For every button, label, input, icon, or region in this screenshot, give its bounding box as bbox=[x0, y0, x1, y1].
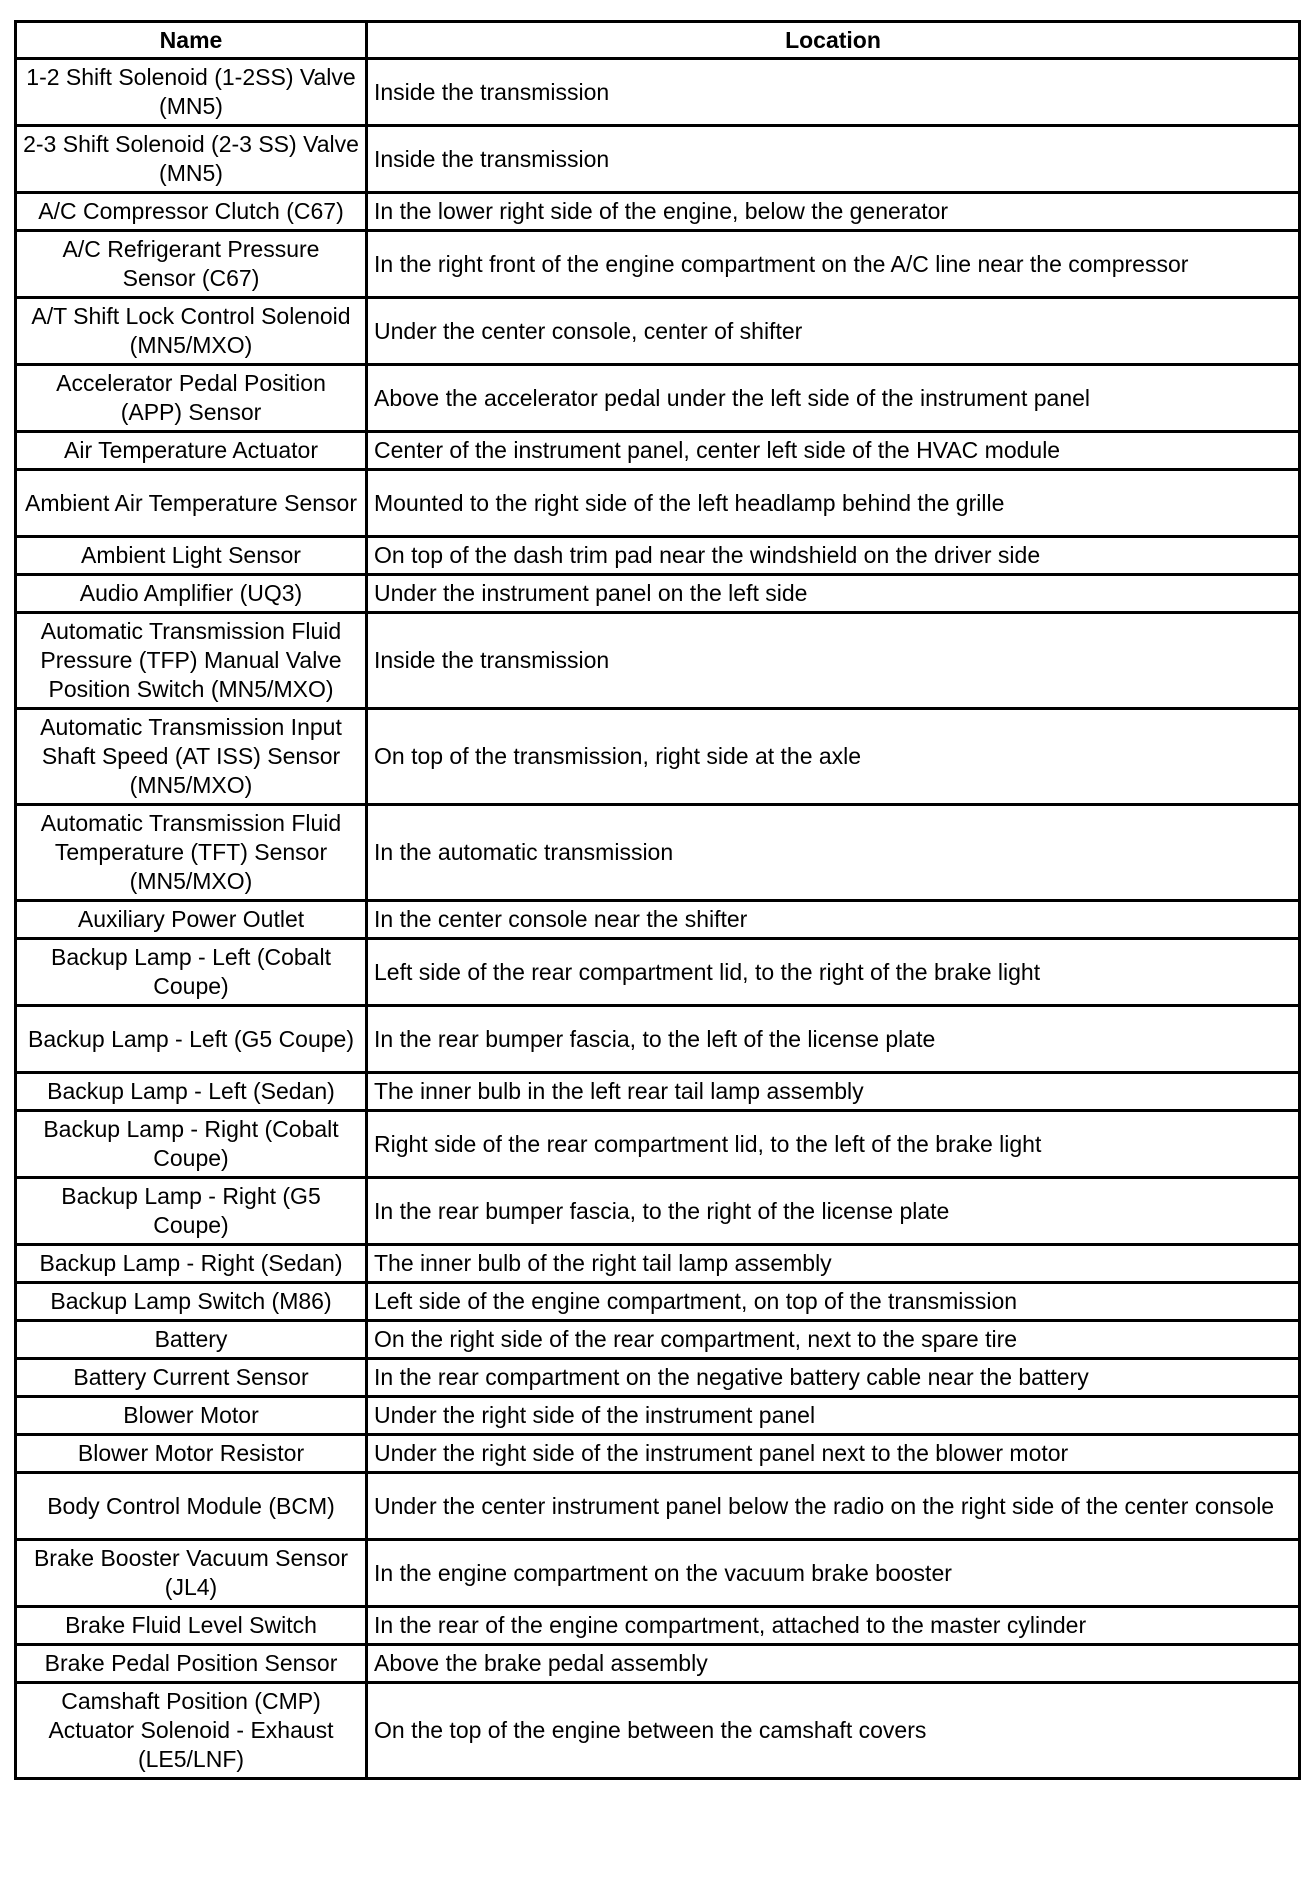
component-name-cell: Backup Lamp - Left (Sedan) bbox=[16, 1073, 367, 1111]
component-name-cell: Battery bbox=[16, 1321, 367, 1359]
component-location-cell: Under the center console, center of shifter bbox=[367, 298, 1300, 365]
table-row bbox=[16, 1359, 1300, 1397]
component-location-cell: In the rear bumper fascia, to the left of the license plate bbox=[367, 1006, 1300, 1073]
component-location-cell: In the right front of the engine compartment on the A/C line near the compressor bbox=[367, 231, 1300, 298]
component-name-cell: A/T Shift Lock Control Solenoid (MN5/MXO) bbox=[16, 298, 367, 365]
component-location-cell: Right side of the rear compartment lid, to the left of the brake light bbox=[367, 1111, 1300, 1178]
table-row bbox=[16, 298, 1300, 365]
table-row bbox=[16, 575, 1300, 613]
table-row bbox=[16, 901, 1300, 939]
component-name-cell: 2-3 Shift Solenoid (2-3 SS) Valve (MN5) bbox=[16, 126, 367, 193]
component-name-cell: Auxiliary Power Outlet bbox=[16, 901, 367, 939]
component-name-cell: Blower Motor Resistor bbox=[16, 1435, 367, 1473]
table-row bbox=[16, 1645, 1300, 1683]
table-row bbox=[16, 59, 1300, 126]
component-name-cell: Automatic Transmission Fluid Pressure (TFP) Manual Valve Position Switch (MN5/MXO) bbox=[16, 613, 367, 709]
table-row bbox=[16, 470, 1300, 537]
table-header-row bbox=[16, 22, 1300, 59]
table-row bbox=[16, 1006, 1300, 1073]
table-row bbox=[16, 231, 1300, 298]
component-name-cell: Backup Lamp Switch (M86) bbox=[16, 1283, 367, 1321]
column-header-location: Location bbox=[367, 22, 1300, 59]
component-name-cell: Backup Lamp - Right (Sedan) bbox=[16, 1245, 367, 1283]
table-row bbox=[16, 1321, 1300, 1359]
component-name-cell: Automatic Transmission Fluid Temperature (TFT) Sensor (MN5/MXO) bbox=[16, 805, 367, 901]
component-location-cell: In the rear compartment on the negative battery cable near the battery bbox=[367, 1359, 1300, 1397]
component-location-cell: In the lower right side of the engine, below the generator bbox=[367, 193, 1300, 231]
table-row bbox=[16, 1245, 1300, 1283]
table-body bbox=[16, 59, 1300, 1779]
component-location-cell: Under the instrument panel on the left side bbox=[367, 575, 1300, 613]
component-location-cell: Above the accelerator pedal under the left side of the instrument panel bbox=[367, 365, 1300, 432]
component-location-cell: Inside the transmission bbox=[367, 613, 1300, 709]
component-location-cell: Mounted to the right side of the left headlamp behind the grille bbox=[367, 470, 1300, 537]
component-name-cell: Battery Current Sensor bbox=[16, 1359, 367, 1397]
component-location-cell: Left side of the rear compartment lid, to the right of the brake light bbox=[367, 939, 1300, 1006]
table-row bbox=[16, 709, 1300, 805]
component-location-cell: Inside the transmission bbox=[367, 126, 1300, 193]
component-name-cell: Automatic Transmission Input Shaft Speed (AT ISS) Sensor (MN5/MXO) bbox=[16, 709, 367, 805]
table-row bbox=[16, 1111, 1300, 1178]
component-name-cell: Backup Lamp - Right (G5 Coupe) bbox=[16, 1178, 367, 1245]
table-row bbox=[16, 193, 1300, 231]
component-location-cell: In the automatic transmission bbox=[367, 805, 1300, 901]
component-location-cell: In the rear of the engine compartment, attached to the master cylinder bbox=[367, 1607, 1300, 1645]
component-name-cell: Body Control Module (BCM) bbox=[16, 1473, 367, 1540]
component-location-cell: In the rear bumper fascia, to the right of the license plate bbox=[367, 1178, 1300, 1245]
component-location-cell: On the right side of the rear compartment, next to the spare tire bbox=[367, 1321, 1300, 1359]
component-location-cell: On top of the dash trim pad near the windshield on the driver side bbox=[367, 537, 1300, 575]
component-name-cell: Brake Booster Vacuum Sensor (JL4) bbox=[16, 1540, 367, 1607]
table-row bbox=[16, 126, 1300, 193]
component-location-cell: Under the center instrument panel below the radio on the right side of the center console bbox=[367, 1473, 1300, 1540]
table-row bbox=[16, 1178, 1300, 1245]
table-row bbox=[16, 1283, 1300, 1321]
component-name-cell: Blower Motor bbox=[16, 1397, 367, 1435]
table-row bbox=[16, 1540, 1300, 1607]
table-row bbox=[16, 805, 1300, 901]
table-row bbox=[16, 1683, 1300, 1779]
component-name-cell: Accelerator Pedal Position (APP) Sensor bbox=[16, 365, 367, 432]
component-name-cell: Ambient Light Sensor bbox=[16, 537, 367, 575]
table-row bbox=[16, 432, 1300, 470]
component-name-cell: A/C Refrigerant Pressure Sensor (C67) bbox=[16, 231, 367, 298]
component-location-cell: On the top of the engine between the camshaft covers bbox=[367, 1683, 1300, 1779]
component-name-cell: 1-2 Shift Solenoid (1-2SS) Valve (MN5) bbox=[16, 59, 367, 126]
component-location-cell: Center of the instrument panel, center left side of the HVAC module bbox=[367, 432, 1300, 470]
component-location-table bbox=[14, 20, 1301, 1780]
component-location-cell: Left side of the engine compartment, on top of the transmission bbox=[367, 1283, 1300, 1321]
component-name-cell: Backup Lamp - Left (G5 Coupe) bbox=[16, 1006, 367, 1073]
component-name-cell: Ambient Air Temperature Sensor bbox=[16, 470, 367, 537]
table-row bbox=[16, 537, 1300, 575]
component-name-cell: Brake Pedal Position Sensor bbox=[16, 1645, 367, 1683]
component-location-cell: The inner bulb in the left rear tail lamp assembly bbox=[367, 1073, 1300, 1111]
component-location-cell: Above the brake pedal assembly bbox=[367, 1645, 1300, 1683]
table-row bbox=[16, 1473, 1300, 1540]
column-header-name: Name bbox=[16, 22, 367, 59]
component-name-cell: Camshaft Position (CMP) Actuator Solenoid - Exhaust (LE5/LNF) bbox=[16, 1683, 367, 1779]
component-name-cell: Backup Lamp - Left (Cobalt Coupe) bbox=[16, 939, 367, 1006]
component-name-cell: Backup Lamp - Right (Cobalt Coupe) bbox=[16, 1111, 367, 1178]
table-row bbox=[16, 939, 1300, 1006]
component-location-cell: Inside the transmission bbox=[367, 59, 1300, 126]
table-row bbox=[16, 613, 1300, 709]
component-location-cell: The inner bulb of the right tail lamp assembly bbox=[367, 1245, 1300, 1283]
table-row bbox=[16, 1435, 1300, 1473]
component-location-cell: Under the right side of the instrument panel next to the blower motor bbox=[367, 1435, 1300, 1473]
table-row bbox=[16, 1607, 1300, 1645]
table-row bbox=[16, 1397, 1300, 1435]
table-row bbox=[16, 365, 1300, 432]
component-name-cell: A/C Compressor Clutch (C67) bbox=[16, 193, 367, 231]
component-name-cell: Audio Amplifier (UQ3) bbox=[16, 575, 367, 613]
component-location-cell: In the engine compartment on the vacuum brake booster bbox=[367, 1540, 1300, 1607]
component-location-cell: In the center console near the shifter bbox=[367, 901, 1300, 939]
component-name-cell: Air Temperature Actuator bbox=[16, 432, 367, 470]
component-location-cell: Under the right side of the instrument panel bbox=[367, 1397, 1300, 1435]
component-name-cell: Brake Fluid Level Switch bbox=[16, 1607, 367, 1645]
component-location-cell: On top of the transmission, right side at the axle bbox=[367, 709, 1300, 805]
table-row bbox=[16, 1073, 1300, 1111]
